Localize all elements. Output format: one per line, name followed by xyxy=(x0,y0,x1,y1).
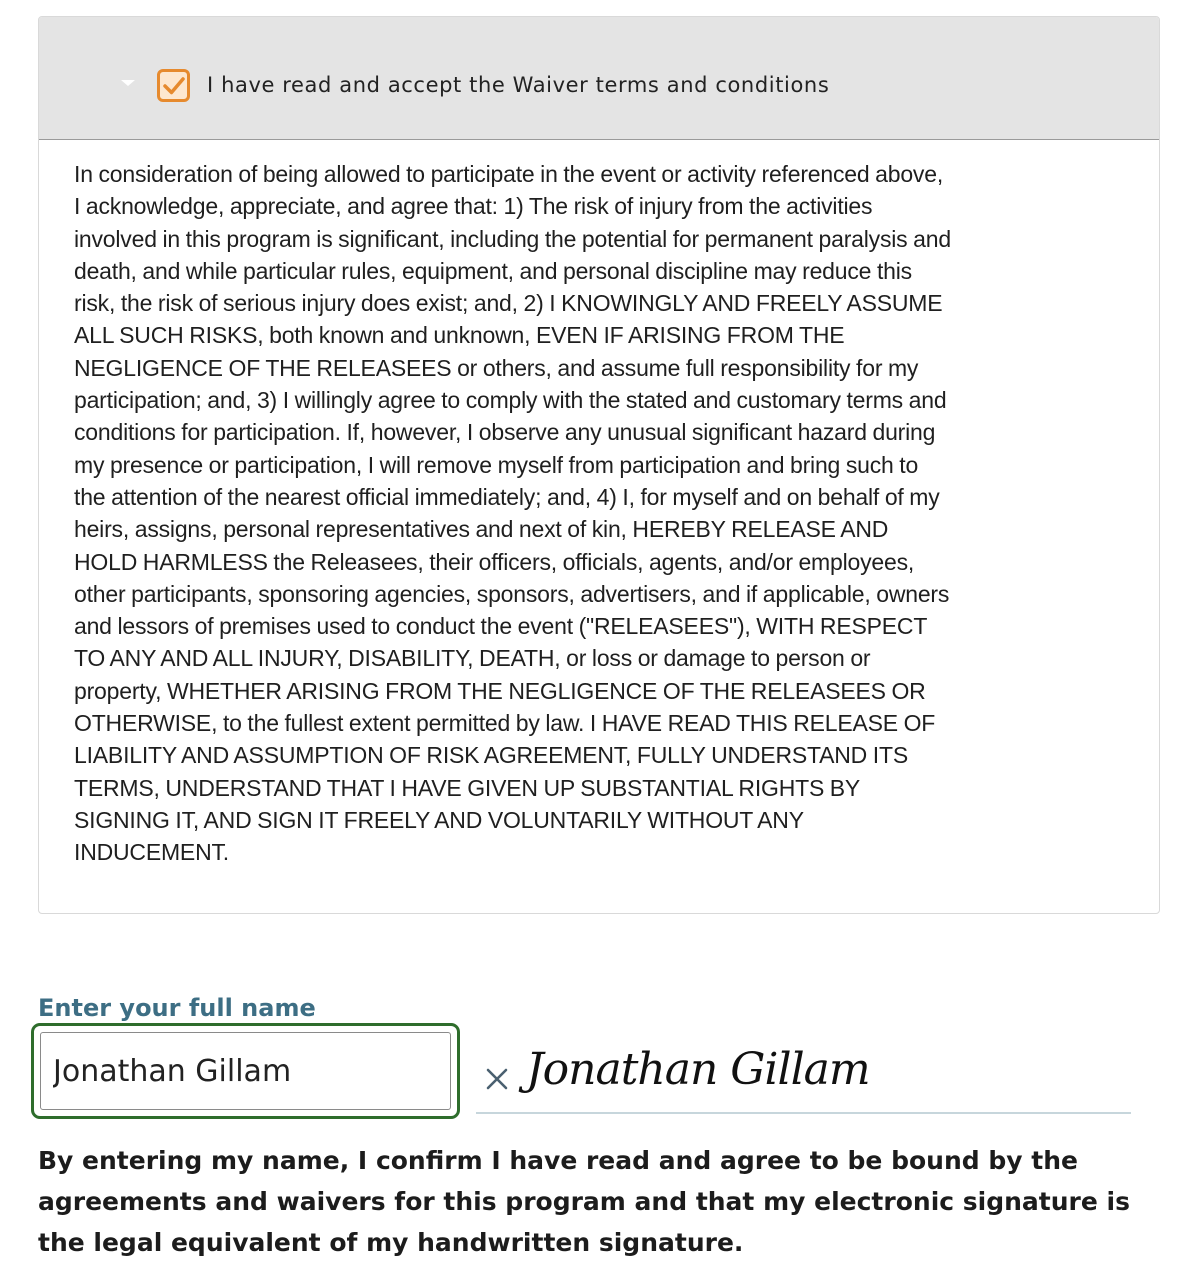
waiver-text-line: other participants, sponsoring agencies, sponsors, advertisers, and if applicable, owners xyxy=(74,580,950,607)
full-name-label: Enter your full name xyxy=(38,994,316,1022)
waiver-text-line: TERMS, UNDERSTAND THAT I HAVE GIVEN UP SUBSTANTIAL RIGHTS BY xyxy=(74,774,861,801)
caret-down-icon[interactable] xyxy=(121,80,135,86)
confirmation-text-line: By entering my name, I confirm I have read and agree to be bound by the xyxy=(38,1146,1078,1175)
waiver-text-line: OTHERWISE, to the fullest extent permitted by law. I HAVE READ THIS RELEASE OF xyxy=(74,710,936,737)
waiver-text-line: heirs, assigns, personal representatives and next of kin, HEREBY RELEASE AND xyxy=(74,516,889,543)
waiver-text-line: I acknowledge, appreciate, and agree that: 1) The risk of injury from the activities xyxy=(74,193,873,220)
accept-waiver-label[interactable]: I have read and accept the Waiver terms and conditions xyxy=(207,73,830,97)
waiver-terms-text xyxy=(74,158,1059,869)
accept-waiver-checkbox[interactable] xyxy=(157,69,190,102)
signature-preview xyxy=(476,1040,1131,1114)
waiver-text-line: property, WHETHER ARISING FROM THE NEGLIGENCE OF THE RELEASEES OR xyxy=(74,677,926,704)
waiver-text-line: In consideration of being allowed to participate in the event or activity referenced above, xyxy=(74,161,944,187)
waiver-text-line: LIABILITY AND ASSUMPTION OF RISK AGREEMENT, FULLY UNDERSTAND ITS xyxy=(74,742,908,769)
waiver-text-line: and lessors of premises used to conduct the event ("RELEASEES"), WITH RESPECT xyxy=(74,613,928,640)
confirmation-text-line: agreements and waivers for this program and that my electronic signature is xyxy=(38,1187,1130,1216)
waiver-text-line: risk, the risk of serious injury does exist; and, 2) I KNOWINGLY AND FREELY ASSUME xyxy=(74,290,943,317)
waiver-text-line: NEGLIGENCE OF THE RELEASEES or others, and assume full responsibility for my xyxy=(74,354,919,381)
waiver-text-line: participation; and, 3) I willingly agree to comply with the stated and customary terms and xyxy=(74,387,947,414)
checkmark-icon xyxy=(163,76,185,96)
waiver-text-line: conditions for participation. If, however, I observe any unusual significant hazard during xyxy=(74,419,936,446)
confirmation-text-line: the legal equivalent of my handwritten signature. xyxy=(38,1228,744,1257)
full-name-focus-ring xyxy=(31,1023,460,1119)
waiver-panel-header[interactable] xyxy=(39,17,1159,140)
waiver-text-line: ALL SUCH RISKS, both known and unknown, EVEN IF ARISING FROM THE xyxy=(74,322,845,349)
waiver-text-line: HOLD HARMLESS the Releasees, their officers, officials, agents, and/or employees, xyxy=(74,548,915,575)
waiver-text-line: TO ANY AND ALL INJURY, DISABILITY, DEATH, or loss or damage to person or xyxy=(74,645,871,672)
waiver-text-line: SIGNING IT, AND SIGN IT FREELY AND VOLUNTARILY WITHOUT ANY xyxy=(74,806,804,833)
waiver-text-line: my presence or participation, I will remove myself from participation and bring such to xyxy=(74,451,919,478)
waiver-text-line: the attention of the nearest official immediately; and, 4) I, for myself and on behalf of my xyxy=(74,483,940,510)
signature-text: Jonathan Gillam xyxy=(526,1044,870,1095)
close-icon[interactable] xyxy=(482,1064,512,1094)
waiver-text-line: death, and while particular rules, equipment, and personal discipline may reduce this xyxy=(74,257,912,284)
waiver-text-line: INDUCEMENT. xyxy=(74,839,229,866)
waiver-text-line: involved in this program is significant, including the potential for permanent paralysis and xyxy=(74,225,951,252)
full-name-input[interactable] xyxy=(40,1032,451,1110)
signature-confirmation-text xyxy=(38,1140,1148,1263)
